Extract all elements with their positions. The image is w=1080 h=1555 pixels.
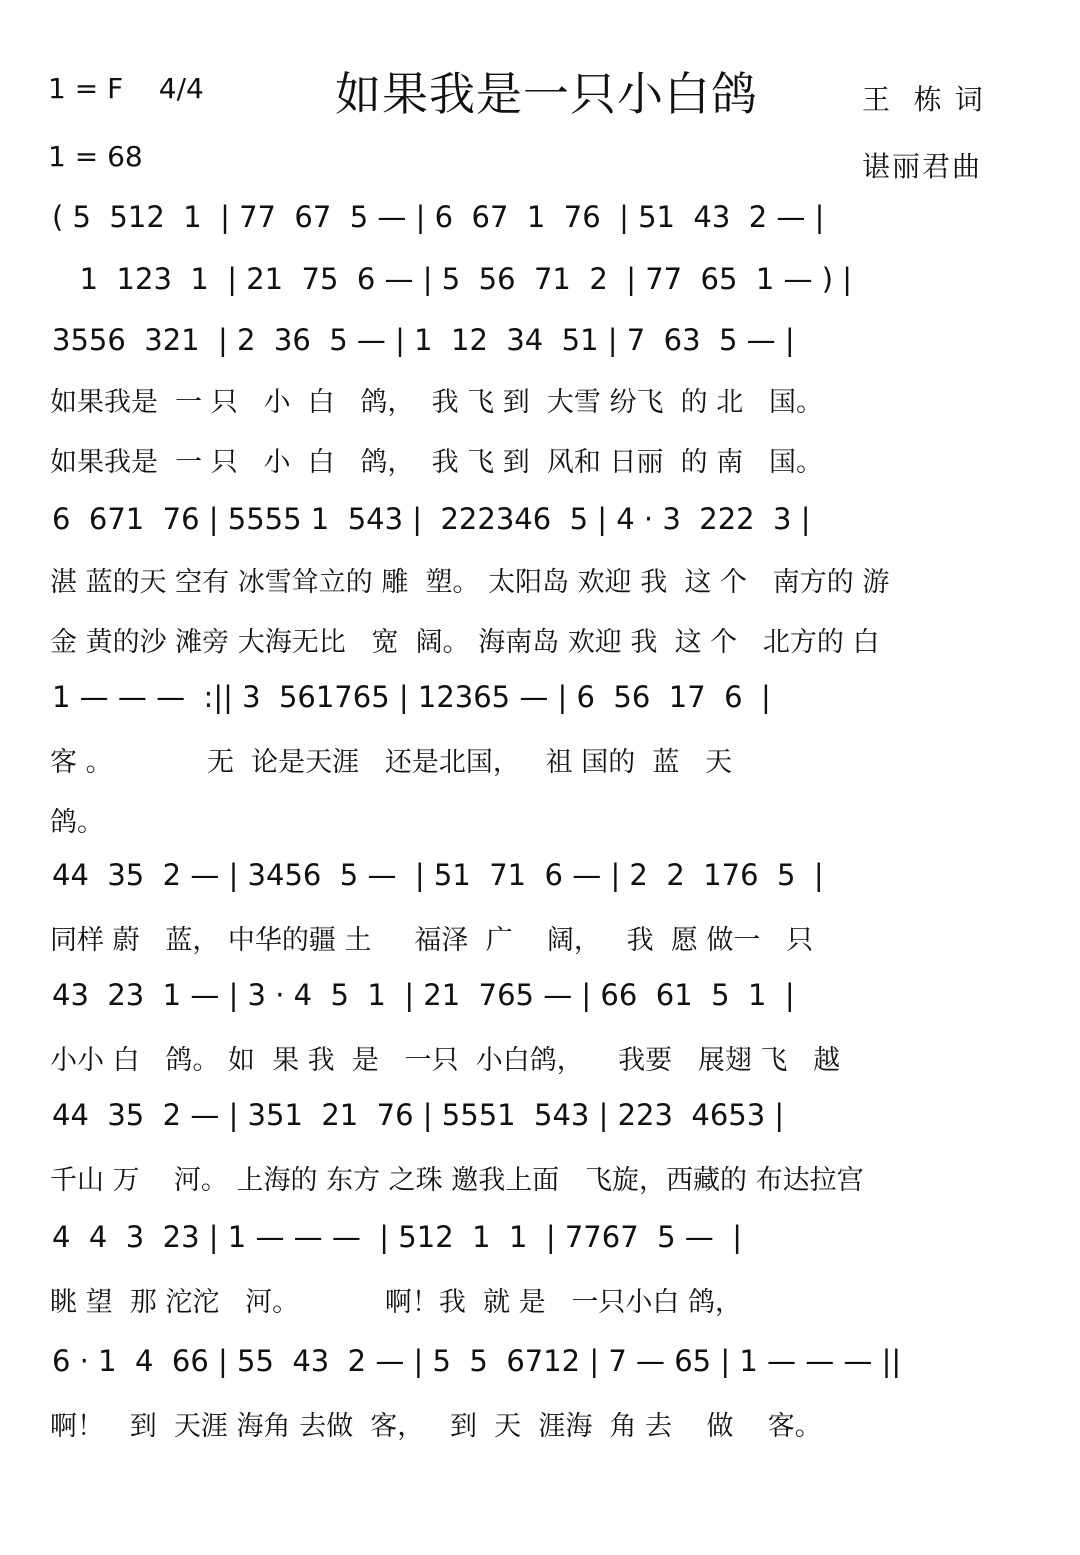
lyric-line-6: 鸽。 bbox=[50, 807, 104, 838]
lyric-line-8: 小小 白 鸽。 如 果 我 是 一只 小白鸽， 我要 展翅 飞 越 bbox=[50, 1045, 841, 1076]
lyric-line-1: 如果我是 一 只 小 白 鸽， 我 飞 到 大雪 纷飞 的 北 国。 bbox=[50, 387, 823, 418]
notation-line-3: 3556 321 | 2 36 5 — | 1 12 34 51 | 7 63 5 — | bbox=[52, 323, 795, 357]
notation-line-9: 4 4 3 23 | 1 — — — | 512 1 1 | 7767 5 — | bbox=[52, 1220, 742, 1254]
key-signature: 1 = F 4/4 bbox=[48, 72, 204, 105]
lyric-line-5: 客 。 无 论是天涯 还是北国， 祖 国的 蓝 天 bbox=[50, 747, 733, 778]
lyric-line-11: 啊！ 到 天涯 海角 去做 客， 到 天 涯海 角 去 做 客。 bbox=[50, 1411, 822, 1442]
lyric-line-4: 金 黄的沙 滩旁 大海无比 宽 阔。 海南岛 欢迎 我 这 个 北方的 白 bbox=[50, 627, 880, 658]
notation-line-10: 6 · 1 4 66 | 55 43 2 — | 5 5 6712 | 7 — 65 | 1 — — — || bbox=[52, 1344, 902, 1378]
notation-line-7: 43 23 1 — | 3 · 4 5 1 | 21 765 — | 66 61 5 1 | bbox=[52, 978, 795, 1012]
tempo-marking: 1 = 68 bbox=[48, 140, 143, 173]
song-title: 如果我是一只小白鸽 bbox=[335, 67, 758, 121]
notation-line-1: ( 5 512 1 | 77 67 5 — | 6 67 1 76 | 51 43 2 — | bbox=[52, 200, 825, 234]
notation-line-8: 44 35 2 — | 351 21 76 | 5551 543 | 223 4653 | bbox=[52, 1098, 785, 1132]
lyricist: 王 栋 词 bbox=[862, 83, 985, 116]
lyric-line-3: 湛 蓝的天 空有 冰雪耸立的 雕 塑。 太阳岛 欢迎 我 这 个 南方的 游 bbox=[50, 567, 890, 598]
notation-line-5: 1 — — — :|| 3 561765 | 12365 — | 6 56 17 6 | bbox=[52, 680, 771, 714]
composer: 谌丽君曲 bbox=[862, 150, 983, 183]
notation-line-2: 1 123 1 | 21 75 6 — | 5 56 71 2 | 77 65 1 — ) | bbox=[52, 262, 853, 296]
lyric-line-10: 眺 望 那 沱沱 河。 啊！我 就 是 一只小白 鸽， bbox=[50, 1287, 742, 1318]
notation-line-4: 6 671 76 | 5555 1 543 | 222346 5 | 4 · 3 222 3 | bbox=[52, 502, 811, 536]
lyric-line-7: 同样 蔚 蓝， 中华的疆 土 福泽 广 阔， 我 愿 做一 只 bbox=[50, 925, 814, 956]
lyric-line-9: 千山 万 河。 上海的 东方 之珠 邀我上面 飞旋，西藏的 布达拉宫 bbox=[50, 1165, 864, 1196]
notation-line-6: 44 35 2 — | 3456 5 — | 51 71 6 — | 2 2 176 5 | bbox=[52, 858, 824, 892]
lyric-line-2: 如果我是 一 只 小 白 鸽， 我 飞 到 风和 日丽 的 南 国。 bbox=[50, 447, 823, 478]
